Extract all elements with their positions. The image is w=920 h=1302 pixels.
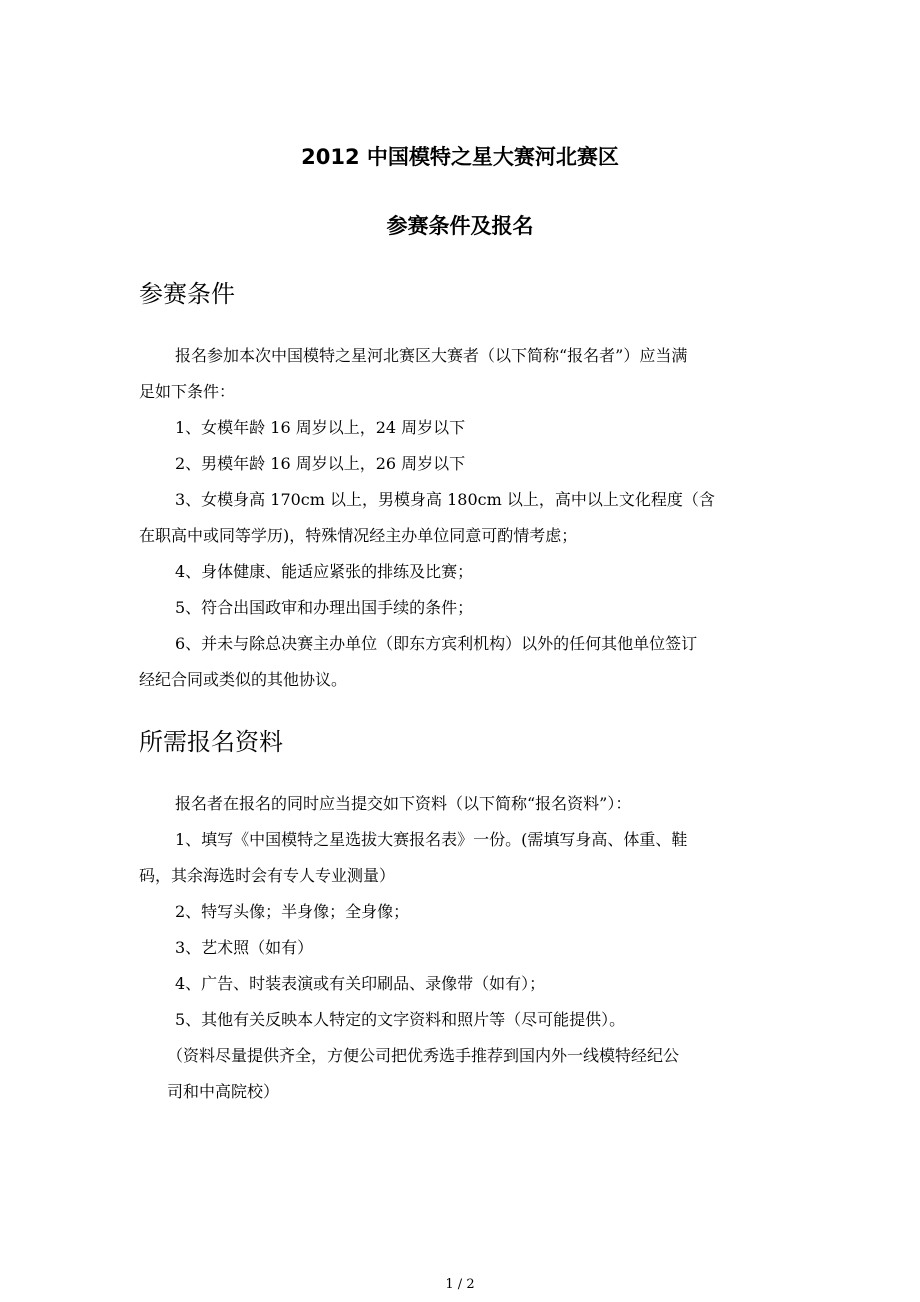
requirement-item-3-line2: 在职高中或同等学历)，特殊情况经主办单位同意可酌情考虑； (139, 526, 578, 545)
document-title: 2012 中国模特之星大赛河北赛区 (301, 145, 619, 169)
requirement-item-6-line1: 6、并未与除总决赛主办单位（即东方宾利机构）以外的任何其他单位签订 (175, 634, 698, 653)
requirement-item-6 (139, 626, 789, 698)
requirement-item-5 (139, 590, 789, 626)
material-item-1-line2: 码，其余海选时会有专人专业测量） (139, 866, 396, 885)
section-heading-requirements: 参赛条件 (139, 280, 235, 308)
requirements-intro-line1: 报名参加本次中国模特之星河北赛区大赛者（以下简称“报名者”）应当满 (175, 346, 688, 365)
requirement-item-3-line1: 3、女模身高 170cm 以上，男模身高 180cm 以上，高中以上文化程度（含 (175, 490, 715, 509)
material-item-3 (139, 930, 789, 966)
material-item-1 (139, 822, 789, 894)
requirement-item-2 (139, 446, 789, 482)
requirement-item-2-text: 2、男模年龄 16 周岁以上，26 周岁以下 (175, 454, 466, 473)
requirements-intro (139, 338, 789, 410)
materials-intro-text: 报名者在报名的同时应当提交如下资料（以下简称“报名资料”）： (175, 794, 632, 813)
material-item-2-text: 2、特写头像；半身像；全身像； (175, 902, 410, 921)
requirement-item-1-text: 1、女模年龄 16 周岁以上，24 周岁以下 (175, 418, 466, 437)
materials-note (139, 1038, 789, 1110)
page-number: 1 / 2 (445, 1277, 475, 1292)
materials-note-line2: 司和中高院校） (167, 1082, 280, 1101)
document-subtitle: 参赛条件及报名 (386, 214, 534, 238)
material-item-5-text: 5、其他有关反映本人特定的文字资料和照片等（尽可能提供）。 (175, 1010, 626, 1029)
requirement-item-3 (139, 482, 789, 554)
requirement-item-6-line2: 经纪合同或类似的其他协议。 (139, 670, 348, 689)
material-item-3-text: 3、艺术照（如有） (175, 938, 314, 957)
material-item-4-text: 4、广告、时装表演或有关印刷品、录像带（如有）； (175, 974, 546, 993)
materials-intro (139, 786, 789, 822)
section-heading-materials: 所需报名资料 (139, 728, 283, 756)
requirement-item-1 (139, 410, 789, 446)
requirements-intro-line2: 足如下条件： (139, 382, 236, 401)
requirement-item-5-text: 5、符合出国政审和办理出国手续的条件； (175, 598, 474, 617)
material-item-5 (139, 1002, 789, 1038)
material-item-2 (139, 894, 789, 930)
material-item-4 (139, 966, 789, 1002)
material-item-1-line1: 1、填写《中国模特之星选拔大赛报名表》一份。(需填写身高、体重、鞋 (175, 830, 688, 849)
requirement-item-4-text: 4、身体健康、能适应紧张的排练及比赛； (175, 562, 474, 581)
materials-note-line1: （资料尽量提供齐全，方便公司把优秀选手推荐到国内外一线模特经纪公 (167, 1046, 680, 1065)
requirement-item-4 (139, 554, 789, 590)
